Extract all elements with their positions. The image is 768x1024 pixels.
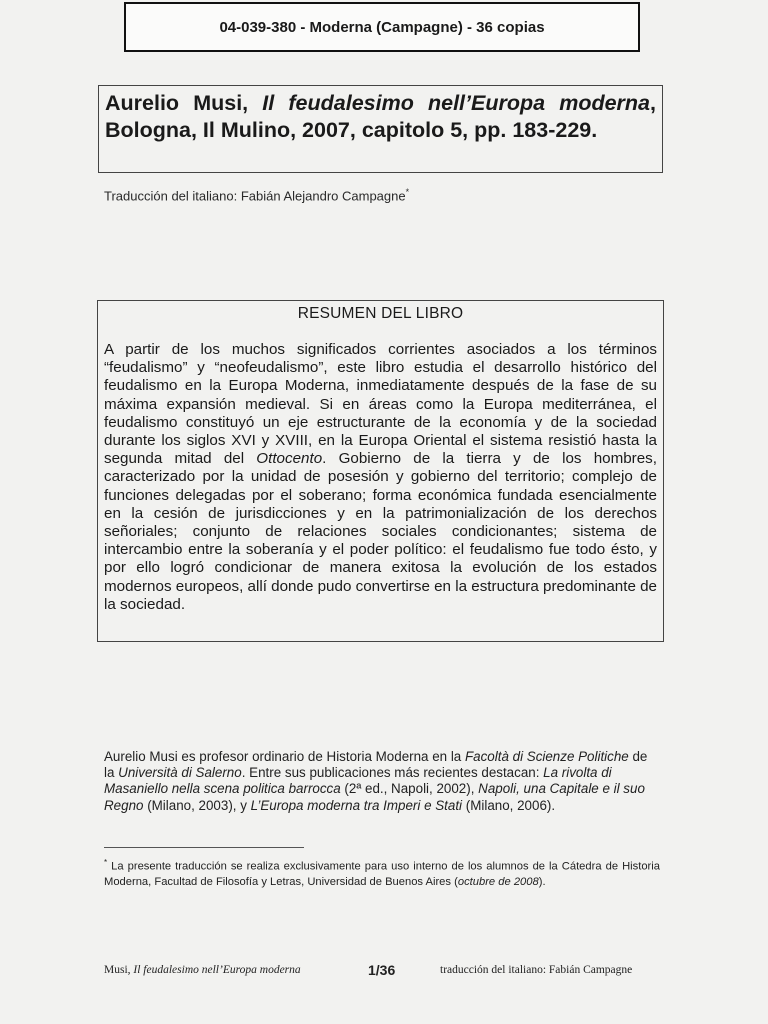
bio-text: (Milano, 2006).: [462, 797, 556, 813]
bio-text: Aurelio Musi es profesor ordinario de Historia Moderna en la: [104, 749, 465, 764]
title-book-line2: moderna: [559, 91, 651, 115]
bio-italic: Napoli, una Capitale e il suo Regno: [104, 781, 645, 813]
translator-footnote-mark: *: [405, 187, 410, 197]
summary-text-1: A partir de los muchos significados corrientes asociados a los términos “feudalismo” y “neofeudalismo”, este libro estudia el desarrollo histórico del feudalismo en la Europa Moderna, inmediatamente después de la fase de su máxima expansión medieval. Si en áreas como la Europa mediterránea, el feudalismo constituyó un eje estructurante de la economía y de la sociedad durante los siglos XVI y XVIII, en la Europa Oriental el sistema resistió hasta la segunda mitad del: [104, 341, 657, 468]
footnote-date: octubre de 2008: [457, 875, 539, 888]
bio-italic: L’Europa moderna tra Imperi e Stati: [250, 797, 463, 813]
summary-body: [104, 341, 657, 614]
footnote-text: La presente traducción se realiza exclusivamente para uso interno de los alumnos de la Cátedra de Historia Moderna, Facultad de Filosofía y Letras, Universidad de Buenos Aires (: [104, 860, 660, 888]
title-book-line1: Il feudalesimo nell’Europa: [262, 91, 546, 115]
title-rest: , Bologna, Il Mulino, 2007, capitolo 5, pp. 183-229.: [105, 91, 656, 142]
footer-right: traducción del italiano: Fabián Campagne: [440, 964, 633, 976]
bio-text: (Milano, 2003), y: [143, 797, 251, 813]
title-author: Aurelio Musi,: [105, 91, 249, 115]
bio-italic: Università di Salerno: [118, 765, 242, 781]
summary-heading: RESUMEN DEL LIBRO: [297, 305, 464, 322]
course-code-text: 04-039-380 - Moderna (Campagne) - 36 copias: [219, 18, 545, 36]
author-bio: [104, 749, 660, 814]
footer-left: [104, 964, 301, 976]
bio-italic: La rivolta di Masaniello nella scena politica barrocca: [104, 765, 612, 797]
course-code-header: [124, 2, 640, 52]
bio-text: . Entre sus publicaciones más recientes destacan:: [241, 765, 544, 781]
bio-text: (2ª ed., Napoli, 2002),: [340, 781, 479, 797]
book-summary-box: [97, 300, 664, 642]
bio-italic: Facoltà di Scienze Politiche: [464, 749, 629, 764]
footer-book-title: Il feudalesimo nell’Europa moderna: [133, 964, 301, 976]
page-number: 1/36: [368, 962, 396, 978]
footnote-end: ).: [538, 875, 546, 888]
bio-text: de la: [104, 749, 648, 781]
bibliographic-title-box: [98, 85, 663, 173]
footnote-divider: [104, 847, 304, 848]
footer-author: Musi,: [104, 964, 134, 976]
translator-line: [104, 187, 409, 203]
footnote: [104, 855, 660, 890]
footnote-mark: *: [104, 858, 108, 867]
summary-italic-term: Ottocento: [256, 450, 323, 468]
translator-text: Traducción del italiano: Fabián Alejandro Campagne: [104, 188, 406, 204]
summary-text-2: . Gobierno de la tierra y de los hombres, caracterizado por la unidad de posesión y gobierno del territorio; complejo de funciones delegadas por el soberano; forma económica fundada esencialmente en la cesión de jurisdicciones y en la patrimonialización de los derechos señoriales; conjunto de relaciones sociales condicionantes; sistema de intercambio entre la soberanía y el poder político: el feudalismo fue todo ésto, y por ello logró condicionar de manera exitosa la evolución de los estados modernos europeos, allí donde pudo convertirse en la estructura predominante de la sociedad.: [104, 450, 658, 613]
